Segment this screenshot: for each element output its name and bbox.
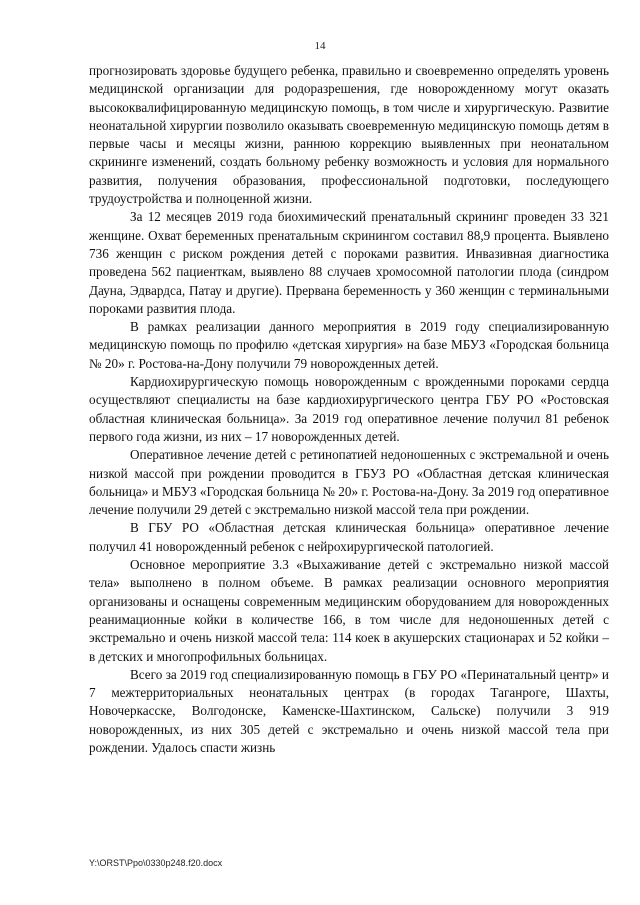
paragraph-retinopathy: Оперативное лечение детей с ретинопатией недоношенных с экстремальной и очень низкой массой при рождении проводится в ГБУЗ РО «Областная детская клиническая больница» и МБУЗ «Городская больница № 20» г. Ростова-на-Дону. За 2019 год оперативное лечение получили 29 детей с экстремально низкой массой тела при рождении. xyxy=(89,447,609,518)
paragraph-neurosurgery: В ГБУ РО «Областная детская клиническая больница» оперативное лечение получил 41 новорожденный ребенок с нейрохирургической патологией. xyxy=(89,520,609,554)
paragraph-continuation: прогнозировать здоровье будущего ребенка, правильно и своевременно определять уровень медицинской организации для родоразрешения, где новорожденному могут оказать высококвалифицированную медицинскую помощь, в том числе и хирургическую. Развитие неонатальной хирургии позволило оказывать своевременную медицинскую помощь детям в первые часы и месяцы жизни, раннюю коррекцию выявленных при неонатальном скрининге изменений, создать больному ребенку возможность и условия для нормального развития, получения образования, профессиональной подготовки, последующего трудоустройства и полноценной жизни. xyxy=(89,63,609,207)
file-path-footer: Y:\ORST\Ppo\0330p248.f20.docx xyxy=(89,858,223,868)
body-text xyxy=(89,62,609,757)
paragraph-pediatric-surgery: В рамках реализации данного мероприятия в 2019 году специализированную медицинскую помощь по профилю «детская хирургия» на базе МБУЗ «Городская больница № 20» г. Ростова-на-Дону получили 79 новорожденных детей. xyxy=(89,319,609,371)
paragraph-prenatal-screening: За 12 месяцев 2019 года биохимический пренатальный скрининг проведен 33 321 женщине. Охват беременных пренатальным скринингом составил 88,9 процента. Выявлено 736 женщин с риском рождения детей с пороками развития. Инвазивная диагностика проведена 562 пациенткам, выявлено 88 случаев хромосомной патологии плода (синдром Дауна, Эдвардса, Патау и другие). Прервана беременность у 360 женщин с терминальными пороками развития плода. xyxy=(89,209,609,316)
paragraph-cardiac-surgery: Кардиохирургическую помощь новорожденным с врожденными пороками сердца осуществляют специалисты на базе кардиохирургического центра ГБУ РО «Ростовская областная клиническая больница». За 2019 год оперативное лечение получил 81 ребенок первого года жизни, из них – 17 новорожденных детей. xyxy=(89,374,609,444)
paragraph-perinatal-center: Всего за 2019 год специализированную помощь в ГБУ РО «Перинатальный центр» и 7 межтерриториальных неонатальных центрах (в городах Таганроге, Шахты, Новочеркасске, Волгодонске, Каменске-Шахтинском, Сальске) получили 3 919 новорожденных, из них 305 детей с экстремально и очень низкой массой тела при рождении. Удалось спасти жизнь xyxy=(89,666,609,755)
paragraph-measure-3-3: Основное мероприятие 3.3 «Выхаживание детей с экстремально низкой массой тела» выполнено в полном объеме. В рамках реализации основного мероприятия организованы и оснащены современным медицинским оборудованием для новорожденных реанимационные койки в количестве 166, в том числе для недоношенных детей с экстремально и очень низкой массой тела: 114 коек в акушерских стационарах и 52 койки – в детских и многопрофильных больницах. xyxy=(89,557,609,664)
page-number: 14 xyxy=(314,40,326,52)
